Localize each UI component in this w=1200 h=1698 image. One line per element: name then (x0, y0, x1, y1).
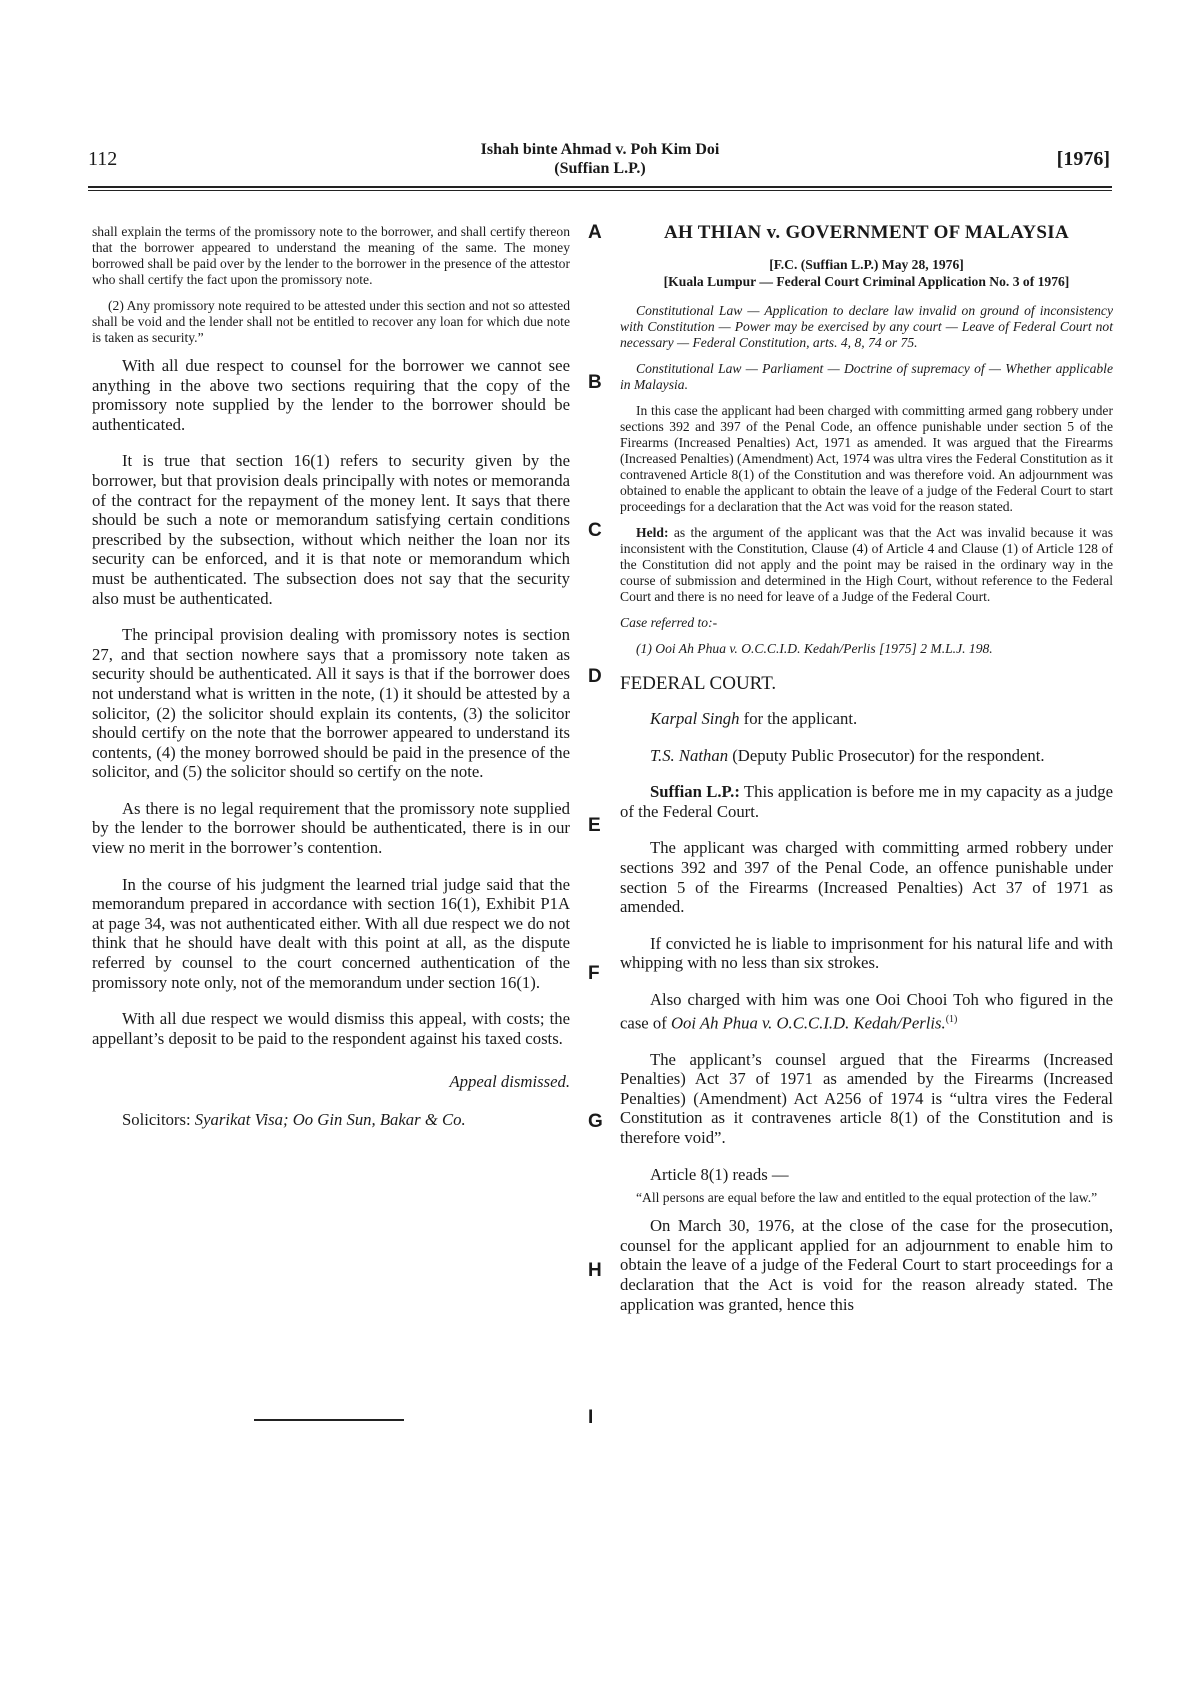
solicitors-names: Syarikat Visa; Oo Gin Sun, Bakar & Co. (194, 1110, 466, 1130)
running-head-line2: (Suffian L.P.) (554, 160, 646, 177)
counsel-role: (Deputy Public Prosecutor) for the respondent. (732, 745, 1045, 765)
margin-letter-i: I (588, 1407, 594, 1428)
counsel-name: T.S. Nathan (650, 745, 729, 765)
header-rule-thin (88, 190, 1112, 191)
judgment-paragraph: On March 30, 1976, at the close of the case for the prosecution, counsel for the applicant applied for an adjournment to enable him to obtain the leave of a judge of the Federal Court to start proceedings for a declaration that the Act is void for the reason already stated. The application was granted, hence this (620, 1216, 1113, 1314)
judgment-paragraph (620, 782, 1113, 821)
judgment-paragraph: With all due respect to counsel for the borrower we cannot see anything in the above two sections requiring that the copy of the promissory note supplied by the lender to the borrower should be authenticated. (92, 356, 570, 434)
held-label: Held: (636, 525, 669, 540)
headnote: In this case the applicant had been charged with committing armed gang robbery under sections 392 and 397 of the Penal Code, an offence punishable under section 5 of the Firearms (Increased Penalties) Act, 1971 as amended. It was argued that the Firearms (Increased Penalties) (Amendment) Act, 1974 was ultra vires the Federal Constitution as it contravened Article 8(1) of the Constitution and was therefore void. An adjournment was obtained to enable the applicant to obtain the leave of a judge of the Federal Court to start proceedings for a declaration that the Act was void for the reason stated. (620, 403, 1113, 514)
quoted-article: “All persons are equal before the law and entitled to the equal protection of the law.” (636, 1190, 1098, 1206)
counsel-respondent (620, 746, 1113, 766)
report-year: [1976] (1056, 148, 1110, 170)
judgment-paragraph: In the course of his judgment the learned trial judge said that the memorandum prepared in accordance with section 16(1), Exhibit P1A at page 34, was not authenticated either. With all due respect we do not think that he should have dealt with this point at all, as the dispute referred by counsel to the court concerned authentication of the promissory note only, not of the memorandum under section 16(1). (92, 874, 570, 992)
case-title: AH THIAN v. GOVERNMENT OF MALAYSIA (663, 222, 1070, 243)
margin-letter-h: H (588, 1260, 602, 1281)
citation-line1: [F.C. (Suffian L.P.) May 28, 1976] (769, 257, 964, 272)
judgment-text: Also charged with him was one Ooi Chooi Toh who figured in the case of (620, 989, 1113, 1033)
held-text: as the argument of the applicant was that the Act was invalid because it was inconsistent with the Constitution, Clause (4) of Article 4 and Clause (1) of Article 128 of the Constitution did not apply and the point may be raised in the ordinary way in the course of submission and determined in the High Court, without reference to the Federal Court and there is no need for leave of a Judge of the Federal Court. (620, 525, 1113, 604)
counsel-name: Karpal Singh (650, 709, 740, 728)
catchwords-2: Constitutional Law — Parliament — Doctrine of supremacy of — Whether applicable in Malaysia. (620, 361, 1113, 392)
solicitors-label: Solicitors: (122, 1110, 191, 1130)
citation-line2: [Kuala Lumpur — Federal Court Criminal Application No. 3 of 1976] (663, 274, 1070, 289)
case-reference: Ooi Ah Phua v. O.C.C.I.D. Kedah/Perlis. (670, 1013, 946, 1033)
margin-letter-c: C (588, 520, 602, 541)
footnote-ref: (1) (945, 1013, 958, 1025)
running-head (0, 140, 1200, 178)
catchwords-1: Constitutional Law — Application to declare law invalid on ground of inconsistency with Constitution — Power may be exercised by any court — Leave of Federal Court not necessary — Federal Constitution, arts. 4, 8, 74 or 75. (620, 303, 1113, 350)
running-head-line1: Ishah binte Ahmad v. Poh Kim Doi (480, 141, 720, 158)
judgment-paragraph: If convicted he is liable to imprisonment for his natural life and with whipping with no less than six strokes. (620, 933, 1113, 973)
judgment-paragraph: Article 8(1) reads — (650, 1164, 789, 1184)
judge-label: Suffian L.P.: (650, 782, 740, 802)
court-heading: FEDERAL COURT. (620, 673, 777, 694)
judgment-paragraph: The applicant’s counsel argued that the Firearms (Increased Penalties) Act 37 of 1971 as amended by the Firearms (Increased Penalties) (Amendment) Act A256 of 1974 is “ultra vires the Federal Constitution as it contravenes article 8(1) of the Constitution and is therefore void”. (620, 1049, 1113, 1148)
case-referred-1: (1) Ooi Ah Phua v. O.C.C.I.D. Kedah/Perlis [1975] 2 M.L.J. 198. (636, 641, 993, 656)
judgment-paragraph: It is true that section 16(1) refers to security given by the borrower, but that provision deals principally with notes or memoranda of the contract for the repayment of the money lent. It says that there should be such a note or memorandum satisfying certain conditions prescribed by the subsection, without which neither the loan nor its security can be enforced, and it is that note or memorandum which must be authenticated. The subsection does not say that the security also must be authenticated. (92, 451, 570, 608)
judgment-paragraph (620, 990, 1113, 1033)
quoted-section-paragraph-1: shall explain the terms of the promissory note to the borrower, and shall certify thereon that the borrower appeared to understand the meaning of the same. The money borrowed shall be paid over by the lender to the borrower in the presence of the attestor who shall certify the fact upon the promissory note. (92, 224, 570, 287)
header-rule-thick (88, 186, 1112, 188)
margin-letter-f: F (588, 963, 600, 984)
citation (620, 256, 1113, 290)
held (620, 525, 1113, 605)
disposition: Appeal dismissed. (449, 1072, 570, 1092)
quoted-section-paragraph-2: (2) Any promissory note required to be attested under this section and not so attested shall be void and the lender shall not be entitled to recover any loan for which due note is taken as security.” (92, 298, 570, 345)
margin-letter-d: D (588, 666, 602, 687)
counsel-role: for the applicant. (743, 709, 858, 728)
page-number: 112 (88, 148, 118, 170)
margin-letter-e: E (588, 815, 601, 836)
margin-letter-a: A (588, 222, 602, 243)
solicitors-line (92, 1110, 570, 1130)
judgment-paragraph: The principal provision dealing with promissory notes is section 27, and that section nowhere says that a promissory note taken as security should be authenticated. All it says is that if the borrower does not understand what is written in the note, (1) it should be attested by a solicitor, (2) the solicitor should explain its contents, (3) the solicitor should certify on the note that the borrower appeared to understand its contents, (4) the money borrowed should be paid in the presence of the solicitor, and (5) the solicitor should so certify on the note. (92, 625, 570, 782)
end-of-case-rule (254, 1419, 404, 1421)
judgment-text: This application is before me in my capacity as a judge of the Federal Court. (620, 782, 1113, 821)
right-column (620, 220, 1113, 1331)
judgment-paragraph: As there is no legal requirement that the promissory note supplied by the lender to the borrower should be authenticated, there is in our view no merit in the borrower’s contention. (92, 798, 570, 858)
margin-letter-g: G (588, 1111, 603, 1132)
counsel-applicant (620, 709, 1113, 729)
cases-referred-label: Case referred to:- (620, 615, 718, 630)
judgment-paragraph: With all due respect we would dismiss this appeal, with costs; the appellant’s deposit to be paid to the respondent against his taxed costs. (92, 1009, 570, 1048)
judgment-paragraph: The applicant was charged with committing armed robbery under sections 392 and 397 of the Penal Code, an offence punishable under section 5 of the Firearms (Increased Penalties) Act 37 of 1971 as amended. (620, 838, 1113, 917)
margin-letter-b: B (588, 372, 602, 393)
left-column (92, 224, 570, 1147)
